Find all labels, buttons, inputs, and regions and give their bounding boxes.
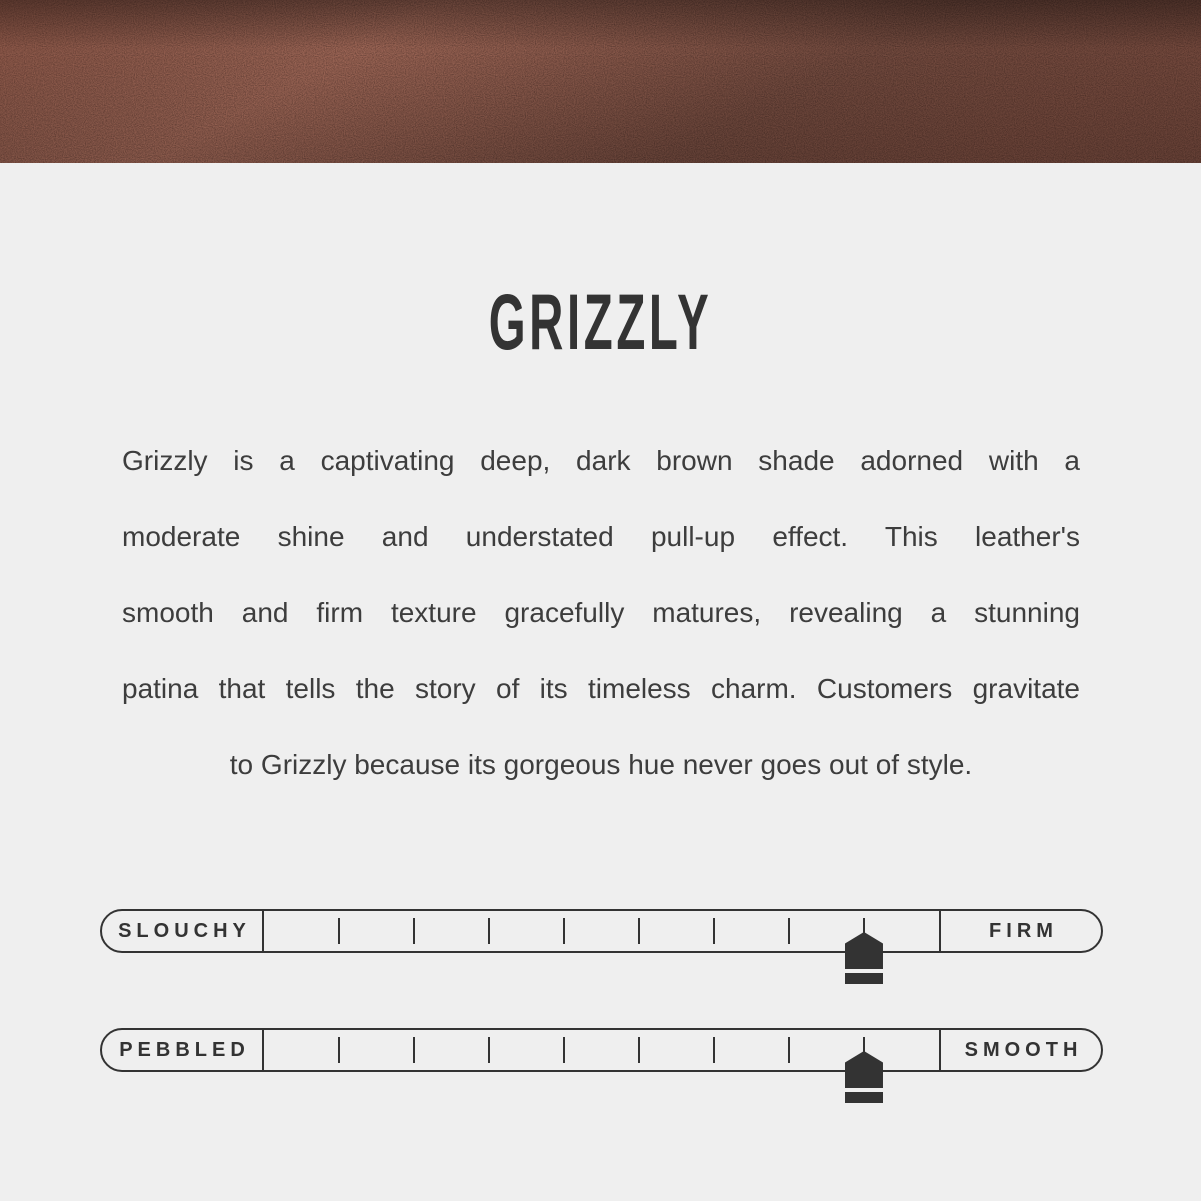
scale-label-slouchy: SLOUCHY	[102, 911, 264, 951]
tick-mark	[413, 1037, 415, 1063]
tick-mark	[713, 918, 715, 944]
tick-mark	[563, 918, 565, 944]
marker-base-icon	[845, 1092, 883, 1103]
tick-mark	[413, 918, 415, 944]
tick-mark	[488, 1037, 490, 1063]
firmness-scale	[100, 909, 1103, 953]
description-line: to Grizzly because its gorgeous hue never goes out of style.	[229, 749, 973, 780]
tick-mark	[863, 1037, 865, 1063]
tick-mark	[788, 918, 790, 944]
leather-swatch-banner	[0, 0, 1201, 163]
tick-mark	[713, 1037, 715, 1063]
tick-mark	[863, 918, 865, 944]
tick-area	[264, 1030, 939, 1070]
marker-base-icon	[845, 973, 883, 984]
tick-mark	[338, 918, 340, 944]
tick-mark	[788, 1037, 790, 1063]
tick-mark	[338, 1037, 340, 1063]
scale-label-pebbled: PEBBLED	[102, 1030, 264, 1070]
page-title: GRIZZLY	[488, 277, 713, 366]
description-line: smooth and firm texture gracefully matures, revealing a stunning	[122, 597, 1080, 628]
texture-scale	[100, 1028, 1103, 1072]
description-line: moderate shine and understated pull-up effect. This leather's	[122, 521, 1080, 552]
description-line: Grizzly is a captivating deep, dark brown shade adorned with a	[122, 445, 1080, 476]
scale-label-smooth: SMOOTH	[939, 1030, 1101, 1070]
scale-label-firm: FIRM	[939, 911, 1101, 951]
description-paragraph	[122, 423, 1080, 803]
description-line: patina that tells the story of its timeless charm. Customers gravitate	[122, 673, 1080, 704]
tick-mark	[638, 1037, 640, 1063]
tick-area	[264, 911, 939, 951]
leather-texture-image	[0, 0, 1201, 163]
tick-mark	[563, 1037, 565, 1063]
tick-mark	[488, 918, 490, 944]
tick-mark	[638, 918, 640, 944]
